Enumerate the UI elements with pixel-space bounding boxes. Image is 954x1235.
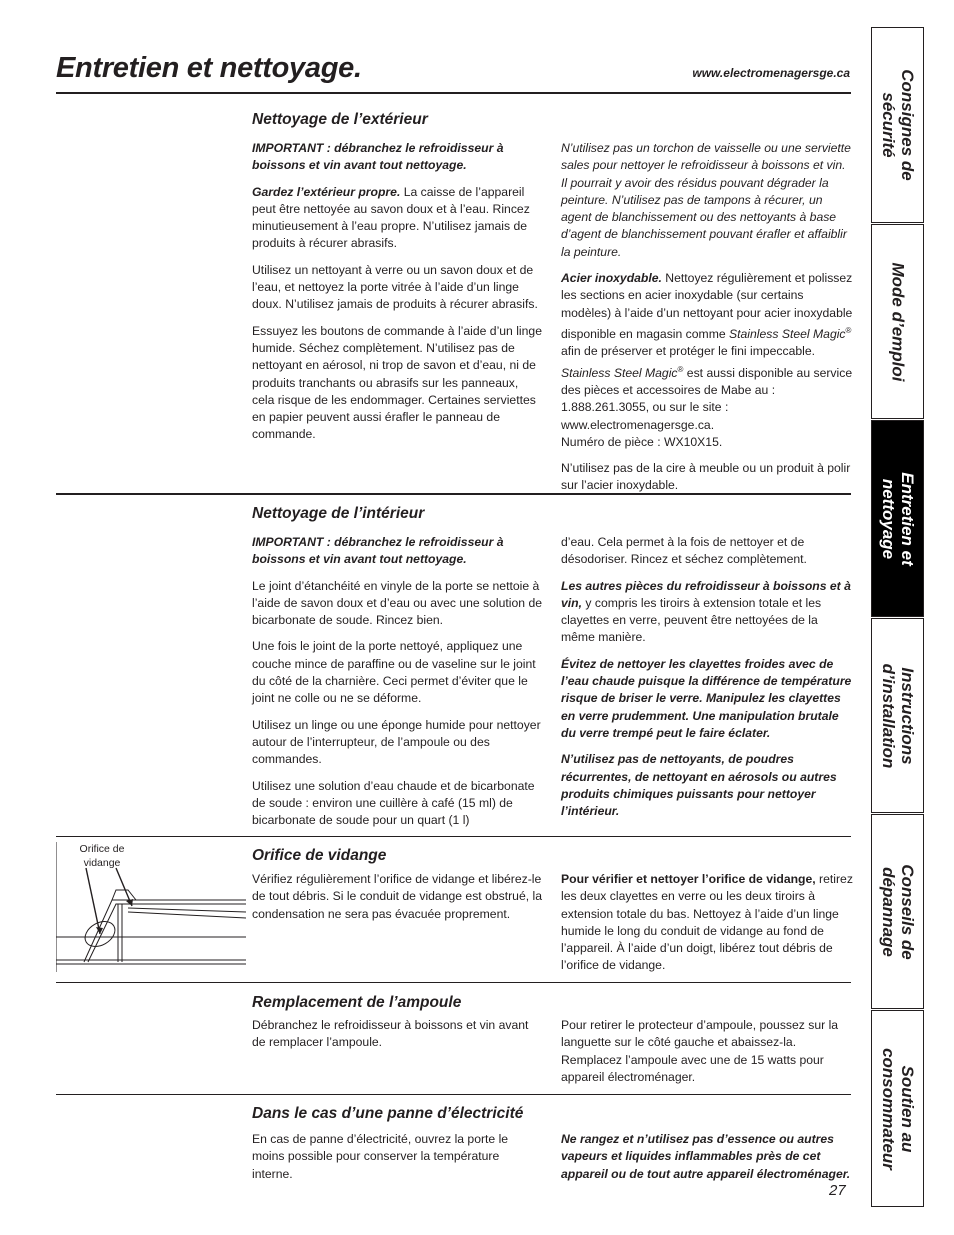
section-title-exterior: Nettoyage de l’extérieur (252, 111, 428, 128)
exterior-paragraph-1: Gardez l’extérieur propre. La caisse de l’appareil peut être nettoyée au savon doux et à l’eau. Rincez minutieusement à l’eau propre. N’utilisez jamais de produits à récurer abrasifs. (252, 184, 530, 251)
interior-paragraph-1: Le joint d’étanchéité en vinyle de la porte se nettoie à l’aide de savon doux et d’eau ou avec une solution de bicarbonate de soude. Rincez bien. (252, 578, 543, 628)
drain-instructions: Pour vérifier et nettoyer l’orifice de vidange, retirez les deux clayettes en verre ou les deux tiroirs à extension totale du bas. Nettoyez à l’aide d’un linge humide le long du conduit de vidange au fond de l’appareil. À l’aide d’un doigt, libérez tout débris de l’orifice de vidange. (561, 872, 853, 973)
tab-label: Mode d’emploi (888, 262, 907, 381)
bulb-right-column (561, 1017, 853, 1095)
drain-hole-illustration (56, 842, 246, 972)
tab-label: Consignes de sécurité (878, 69, 917, 181)
interior-right-2: Les autres pièces du refroidisseur à boissons et à vin, y compris les tiroirs à extension totale et les clayettes en verre, peuvent être nettoyées de la même manière. (561, 578, 851, 645)
drain-paragraph-1: Vérifiez régulièrement l’orifice de vidange et libérez-le de tout débris. Si le conduit de vidange est obstrué, la condensation ne sera pas évacuée proprement. (252, 872, 542, 921)
tab-label: Instructions d’installation (878, 663, 917, 768)
section-title-power: Dans le cas d’une panne d’électricité (252, 1105, 524, 1122)
section-divider (56, 493, 851, 495)
tab-label: Entretien et nettoyage (878, 471, 917, 566)
tab-mode-d-emploi[interactable] (871, 224, 924, 419)
interior-paragraph-2: Une fois le joint de la porte nettoyé, appliquez une couche mince de paraffine ou de vaseline sur le joint du côté de la charnière. Ceci permet d’éviter que le joint ne colle ou ne se déforme. (252, 639, 536, 706)
side-tabs (871, 27, 926, 1207)
section-divider (56, 1094, 851, 1095)
exterior-wax-note: N’utilisez pas de la cire à meuble ou un produit à polir sur l’acier inoxydable. (561, 461, 851, 493)
drain-right-column (561, 871, 853, 984)
tab-label: Soutien au consommateur (878, 1047, 917, 1170)
exterior-stainless-steel: Acier inoxydable. Nettoyez régulièrement et polissez les sections en acier inoxydable (sur certains modèles) à l’aide d’un nettoyant pour acier inoxydable disponible en magasin comme Stainless Steel Magic® afin de préserver et protéger le fini impeccable. Stainless Steel Magic® est aussi disponible au service des pièces et accessoires de Mabe au : 1.888.261.3055, ou sur le site : www.electromenagersge.ca. Numéro de pièce : WX10X15. (561, 271, 853, 449)
bulb-paragraph-1: Débranchez le refroidisseur à boissons et vin avant de remplacer l’ampoule. (252, 1018, 529, 1050)
page-title: Entretien et nettoyage. (56, 52, 362, 84)
tab-instructions-d-installation[interactable] (871, 618, 924, 813)
interior-right-1: d’eau. Cela permet à la fois de nettoyer et de désodoriser. Rincez et séchez complètement. (561, 535, 807, 567)
interior-paragraph-3: Utilisez un linge ou une éponge humide pour nettoyer autour de l’interrupteur, de l’ampoule ou des commandes. (252, 717, 541, 767)
tab-label: Conseils de dépannage (878, 863, 917, 960)
power-right-column (561, 1131, 853, 1192)
section-divider (56, 982, 851, 983)
interior-warning-chemicals: N’utilisez pas de nettoyants, de poudres récurrentes, de nettoyant en aérosols ou autres produits chimiques puissants pour nettoyer l’intérieur. (561, 752, 837, 819)
section-divider (56, 836, 851, 837)
figure-label: Orifice de vidange (79, 843, 125, 869)
power-paragraph-1: En cas de panne d’électricité, ouvrez la porte le moins possible pour conserver la température interne. (252, 1132, 509, 1181)
power-warning-flammable: Ne rangez et n’utilisez pas d’essence ou autres vapeurs et liquides inflammables près de cet appareil ou de tout autre appareil électroménager. (561, 1132, 851, 1181)
exterior-right-column (561, 140, 853, 504)
section-title-interior: Nettoyage de l’intérieur (252, 505, 425, 522)
exterior-paragraph-2: Utilisez un nettoyant à verre ou un savon doux et de l’eau, et nettoyez la porte vitrée à l’aide d’un linge doux. N’utilisez jamais de produits à récurer abrasifs. (252, 262, 538, 312)
interior-warning-glass: Évitez de nettoyer les clayettes froides avec de l’eau chaude puisque la différence de température risque de briser le verre. Manipulez les clayettes en verre prudemment. Une manipulation brutale du verre trempé peut le faire éclater. (561, 656, 852, 740)
section-title-drain: Orifice de vidange (252, 847, 387, 864)
interior-right-column (561, 534, 853, 829)
exterior-warning-towel: N’utilisez pas un torchon de vaisselle ou une serviette sales pour nettoyer le refroidisseur à boissons et vin. Il pourrait y avoir des résidus pouvant dégrader la peinture. N’utilisez pas de tampons à récurer, un agent de blanchissement ou des nettoyants à base d’agent de blanchissement pouvant érafler et affaiblir la peinture. (561, 141, 851, 259)
interior-left-column (252, 534, 542, 838)
interior-important: IMPORTANT : débranchez le refroidisseur à boissons et vin avant tout nettoyage. (252, 535, 504, 567)
page-number: 27 (829, 1182, 846, 1199)
tab-soutien-au-consommateur[interactable] (871, 1010, 924, 1207)
exterior-important: IMPORTANT : débranchez le refroidisseur à boissons et vin avant tout nettoyage. (252, 141, 504, 173)
exterior-paragraph-3: Essuyez les boutons de commande à l’aide d’un linge humide. Séchez complètement. N’utilisez pas de nettoyant en aérosol, ni trop de savon et d’eau, ni de produits tranchants ou abrasifs sur les panneaux, cela risque de les endommager. Certaines serviettes en papier peuvent aussi érafler le panneau de commande. (252, 323, 542, 442)
tab-entretien-et-nettoyage[interactable] (871, 420, 924, 617)
part-number: Numéro de pièce : WX10X15. (561, 434, 723, 449)
tab-conseils-de-depannage[interactable] (871, 814, 924, 1009)
drain-left-column (252, 871, 542, 932)
bulb-instructions: Pour retirer le protecteur d’ampoule, poussez sur la languette sur le côté gauche et abaissez-la. Remplacez l’ampoule avec une de 15 watts pour appareil électroménager. (561, 1018, 839, 1084)
interior-paragraph-4: Utilisez une solution d’eau chaude et de bicarbonate de soude : environ une cuillère à café (15 ml) de bicarbonate de soude pour un quart (1 l) (252, 778, 535, 828)
header-divider (56, 92, 851, 94)
exterior-left-column (252, 140, 542, 453)
tab-consignes-de-securite[interactable] (871, 27, 924, 223)
bulb-left-column (252, 1017, 542, 1061)
power-left-column (252, 1131, 542, 1192)
website-url[interactable]: www.electromenagersge.ca (692, 66, 850, 80)
section-title-bulb: Remplacement de l’ampoule (252, 994, 462, 1011)
